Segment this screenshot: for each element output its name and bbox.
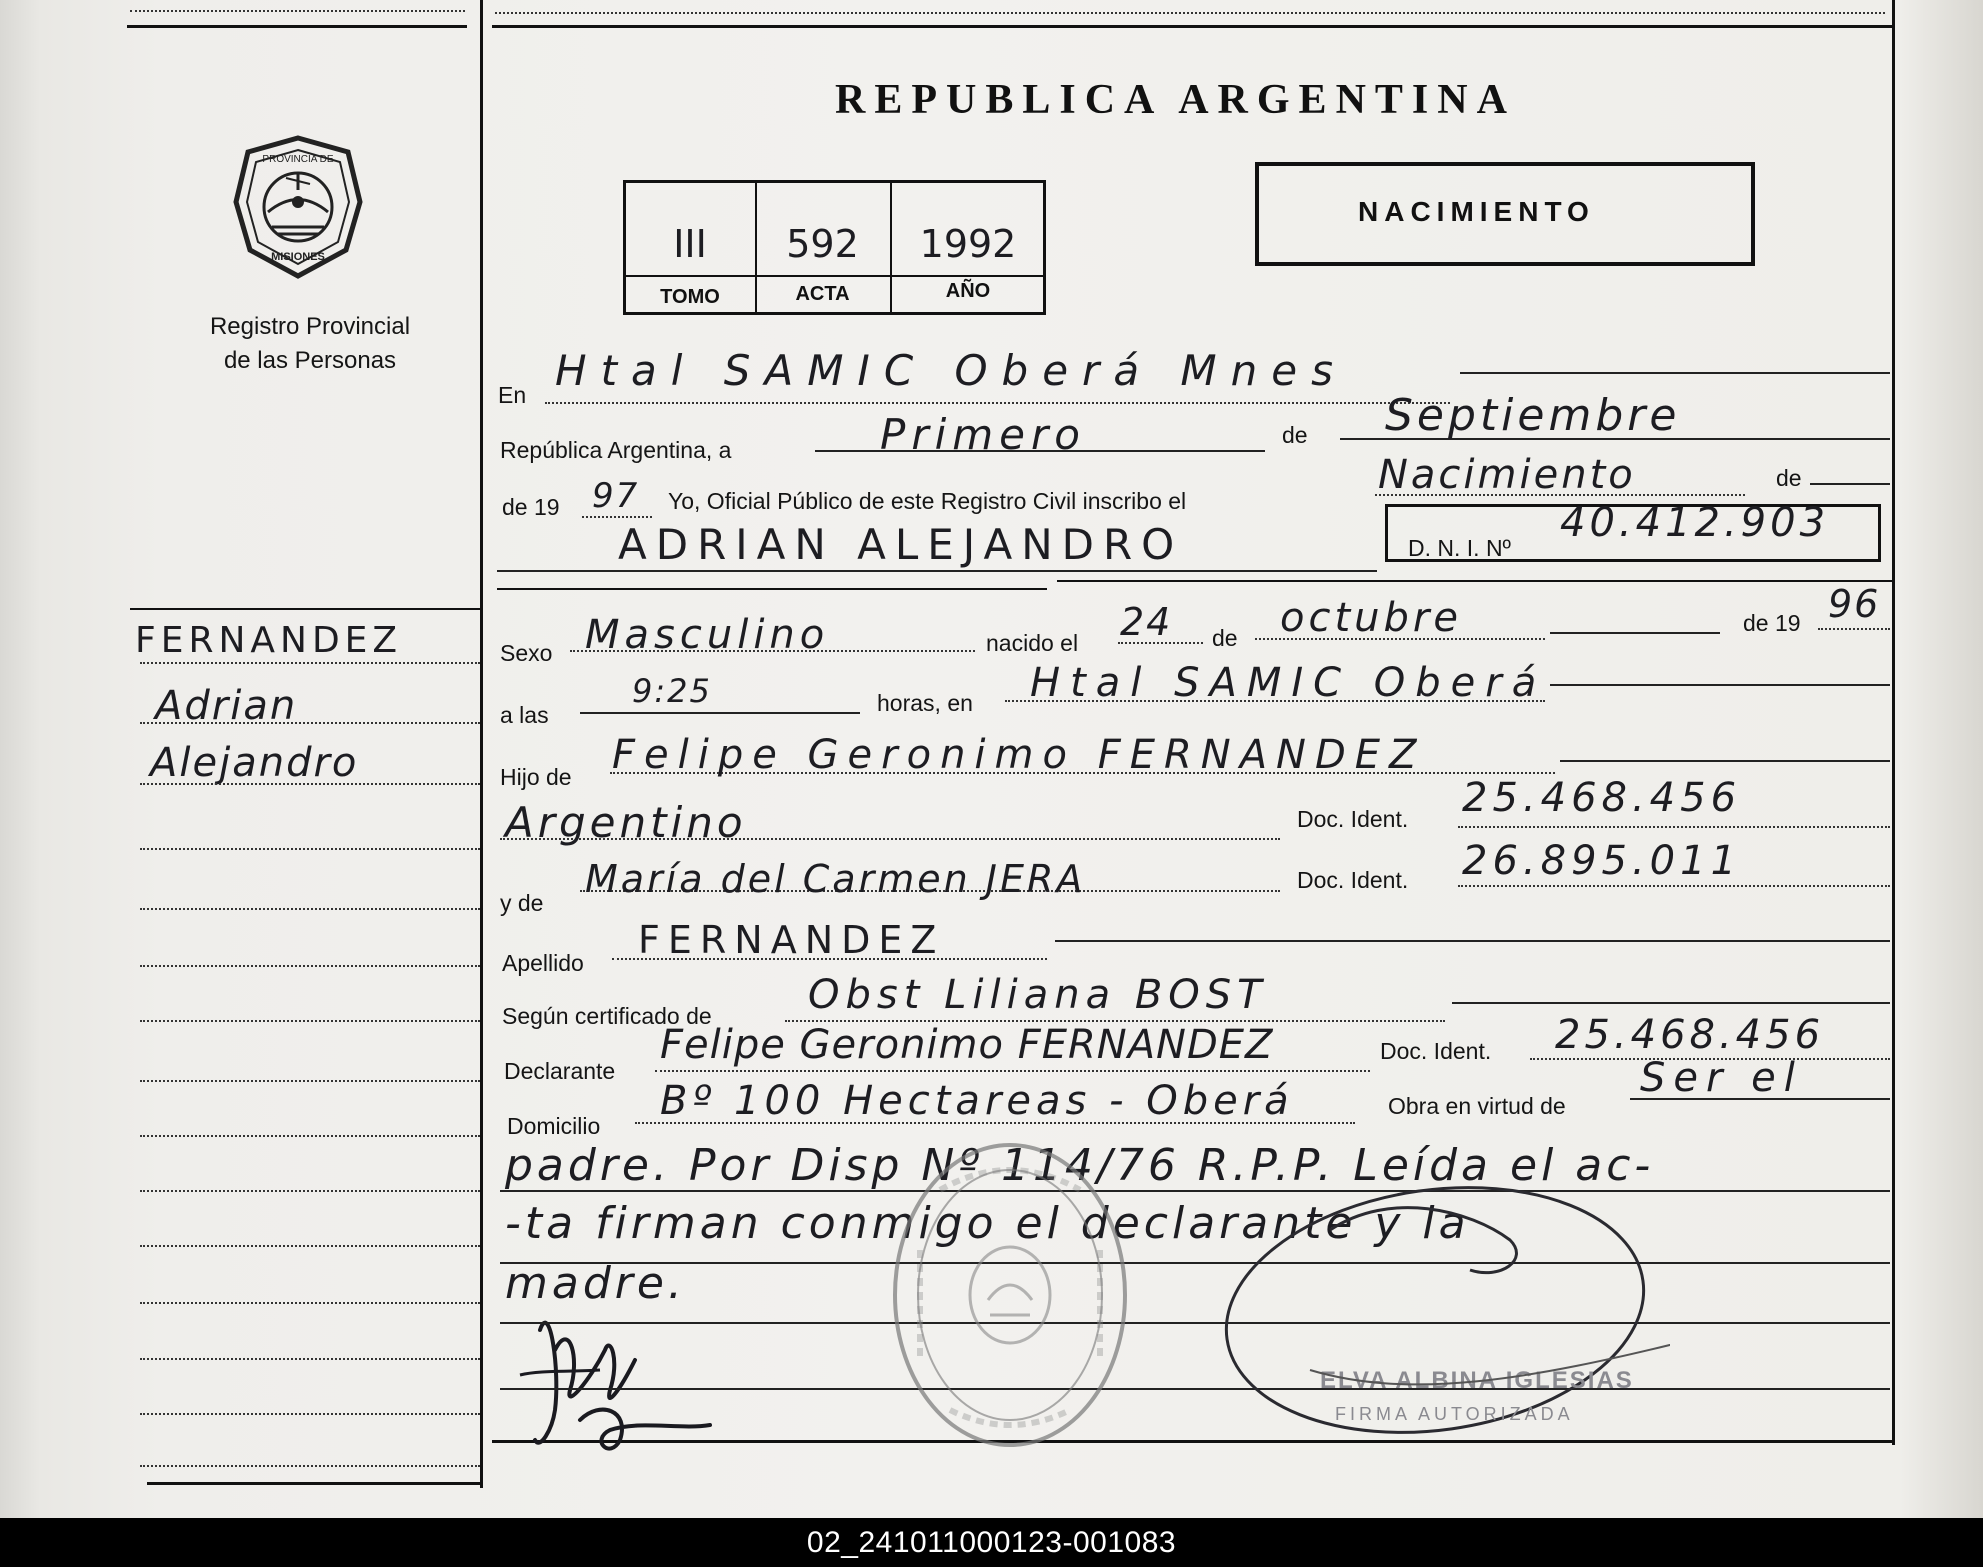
registry-header-rule bbox=[625, 275, 1044, 277]
rule-obs-2 bbox=[500, 1262, 1890, 1264]
margin-dots-6 bbox=[140, 965, 480, 967]
label-republica: República Argentina, a bbox=[500, 437, 732, 463]
margin-surname: FERNANDEZ bbox=[135, 620, 403, 661]
registry-divider-2 bbox=[890, 182, 892, 313]
value-doc-declarante: 25.468.456 bbox=[1555, 1012, 1825, 1058]
rule-hora bbox=[580, 712, 860, 714]
label-de19b: de 19 bbox=[1743, 610, 1801, 636]
value-nombre: ADRIAN ALEJANDRO bbox=[618, 520, 1184, 569]
label-de19: de 19 bbox=[502, 494, 560, 520]
rule-lugar-end bbox=[1460, 372, 1890, 374]
value-dia-nac: 24 bbox=[1120, 600, 1173, 644]
page-title: REPUBLICA ARGENTINA bbox=[835, 77, 1516, 123]
margin-dots-12 bbox=[140, 1302, 480, 1304]
margin-dots-15 bbox=[140, 1465, 480, 1467]
section-rule bbox=[497, 588, 1047, 590]
rule-certificado bbox=[1452, 1002, 1890, 1004]
dots-doc-madre bbox=[1458, 885, 1890, 887]
act-type-label: NACIMIENTO bbox=[1358, 196, 1595, 227]
value-apellido: FERNANDEZ bbox=[638, 918, 945, 962]
label-en: En bbox=[498, 382, 527, 408]
rule-obs-3 bbox=[500, 1322, 1890, 1324]
rule-apellido bbox=[1055, 940, 1890, 942]
label-sexo: Sexo bbox=[500, 640, 553, 666]
label-de-c: de bbox=[1212, 625, 1238, 651]
acta-label: ACTA bbox=[795, 283, 850, 305]
dots-doc-padre bbox=[1458, 826, 1890, 828]
margin-dots-9 bbox=[140, 1135, 480, 1137]
top-rule-right bbox=[492, 25, 1892, 28]
registry-divider-1 bbox=[755, 182, 757, 313]
seal-top-text: PROVINCIA DE bbox=[262, 154, 334, 165]
value-doc-padre: 25.468.456 bbox=[1462, 775, 1742, 821]
label-dni: D. N. I. Nº bbox=[1408, 535, 1511, 561]
value-tipo: Nacimiento bbox=[1378, 452, 1636, 498]
section-rule-2 bbox=[1057, 580, 1892, 582]
value-padre: Felipe Geronimo FERNANDEZ bbox=[612, 732, 1426, 778]
label-yde: y de bbox=[500, 890, 544, 916]
margin-divider bbox=[480, 0, 483, 1488]
margin-dots-10 bbox=[140, 1190, 480, 1192]
value-hora: 9:25 bbox=[632, 672, 712, 710]
margin-dots-4 bbox=[140, 848, 480, 850]
value-madre: María del Carmen JERA bbox=[585, 857, 1086, 901]
label-segun: Según certificado de bbox=[502, 1003, 712, 1029]
margin-rule bbox=[130, 608, 480, 610]
rule-lugar-nac bbox=[1550, 684, 1890, 686]
registry-name-line-2: de las Personas bbox=[223, 347, 397, 374]
authorized-signature-stamp bbox=[1210, 1170, 1670, 1450]
value-mes-nac: octubre bbox=[1280, 595, 1462, 641]
label-de-mes: de bbox=[1282, 422, 1308, 448]
label-doc3: Doc. Ident. bbox=[1380, 1038, 1492, 1064]
margin-dots-5 bbox=[140, 908, 480, 910]
tomo-value: III bbox=[673, 222, 707, 266]
label-doc2: Doc. Ident. bbox=[1297, 867, 1409, 893]
dots-anio-nac bbox=[1818, 628, 1890, 630]
bottom-rule-left bbox=[147, 1482, 482, 1485]
dots-declarante bbox=[655, 1070, 1370, 1072]
province-seal-icon bbox=[228, 132, 368, 282]
margin-dots-2 bbox=[140, 722, 480, 724]
label-doc1: Doc. Ident. bbox=[1297, 806, 1409, 832]
footer-identifier: 02_241011000123-001083 bbox=[0, 1518, 1983, 1567]
label-horas: horas, en bbox=[877, 690, 973, 716]
label-obra: Obra en virtud de bbox=[1388, 1093, 1566, 1119]
dots-lugar bbox=[545, 402, 1450, 404]
hospital-stamp-seal bbox=[880, 1130, 1140, 1460]
stamp-role: FIRMA AUTORIZADA bbox=[1335, 1404, 1574, 1424]
margin-first-name: Adrian bbox=[155, 683, 298, 729]
value-sexo: Masculino bbox=[585, 612, 830, 658]
value-certificado: Obst Liliana BOST bbox=[808, 972, 1268, 1018]
top-dots-right bbox=[495, 12, 1885, 14]
value-lugar-nac: Htal SAMIC Oberá bbox=[1030, 660, 1547, 706]
value-obra: Ser el bbox=[1640, 1055, 1803, 1101]
margin-dots-7 bbox=[140, 1020, 480, 1022]
value-declarante: Felipe Geronimo FERNANDEZ bbox=[660, 1022, 1274, 1068]
value-doc-madre: 26.895.011 bbox=[1462, 838, 1742, 884]
top-dots-left bbox=[130, 10, 465, 12]
margin-dots-3 bbox=[140, 783, 480, 785]
rule-mes-nac bbox=[1550, 632, 1720, 634]
label-apellido: Apellido bbox=[502, 950, 584, 976]
value-obs-3: madre. bbox=[505, 1258, 686, 1309]
rule-padre-end bbox=[1560, 760, 1890, 762]
registry-name-line-1: Registro Provincial bbox=[209, 313, 411, 340]
margin-second-name: Alejandro bbox=[150, 740, 359, 786]
label-nacido: nacido el bbox=[986, 630, 1079, 656]
label-oficial: Yo, Oficial Público de este Registro Civil inscribo el bbox=[668, 488, 1187, 514]
label-alas: a las bbox=[500, 702, 549, 728]
ano-label: AÑO bbox=[945, 280, 991, 302]
value-nacionalidad: Argentino bbox=[505, 798, 747, 847]
value-lugar: Htal SAMIC Oberá Mnes bbox=[555, 346, 1347, 395]
tomo-label: TOMO bbox=[660, 286, 720, 308]
label-hijo: Hijo de bbox=[500, 764, 572, 790]
right-border bbox=[1892, 0, 1895, 1445]
label-domicilio: Domicilio bbox=[507, 1113, 601, 1139]
margin-dots-11 bbox=[140, 1245, 480, 1247]
label-declarante: Declarante bbox=[504, 1058, 616, 1084]
margin-dots-14 bbox=[140, 1413, 480, 1415]
margin-dots-1 bbox=[140, 662, 480, 664]
margin-signature bbox=[510, 1290, 740, 1460]
value-mes: Septiembre bbox=[1385, 390, 1681, 441]
rule-tipo-end bbox=[1810, 483, 1890, 485]
margin-dots-13 bbox=[140, 1358, 480, 1360]
rule-obs-4 bbox=[500, 1388, 1890, 1390]
ano-value: 1992 bbox=[919, 222, 1017, 266]
value-dni: 40.412.903 bbox=[1560, 500, 1830, 546]
seal-bottom-text: MISIONES bbox=[271, 251, 325, 263]
acta-value: 592 bbox=[786, 222, 859, 266]
value-obs-1: padre. Por Disp Nº 114/76 R.P.P. Leída el ac- bbox=[505, 1140, 1655, 1191]
value-dia: Primero bbox=[880, 410, 1086, 459]
margin-dots-8 bbox=[140, 1080, 480, 1082]
value-anio-nac: 96 bbox=[1828, 582, 1881, 626]
stamp-name: ELVA ALBINA IGLESIAS bbox=[1320, 1367, 1634, 1394]
value-domicilio: Bº 100 Hectareas - Oberá bbox=[660, 1078, 1294, 1124]
value-anio: 97 bbox=[592, 476, 640, 516]
rule-nombre bbox=[497, 570, 1377, 572]
top-rule-left bbox=[127, 25, 467, 28]
label-de-b: de bbox=[1776, 465, 1802, 491]
dots-anio bbox=[582, 516, 652, 518]
value-obs-2: -ta firman conmigo el declarante y la bbox=[505, 1198, 1470, 1249]
